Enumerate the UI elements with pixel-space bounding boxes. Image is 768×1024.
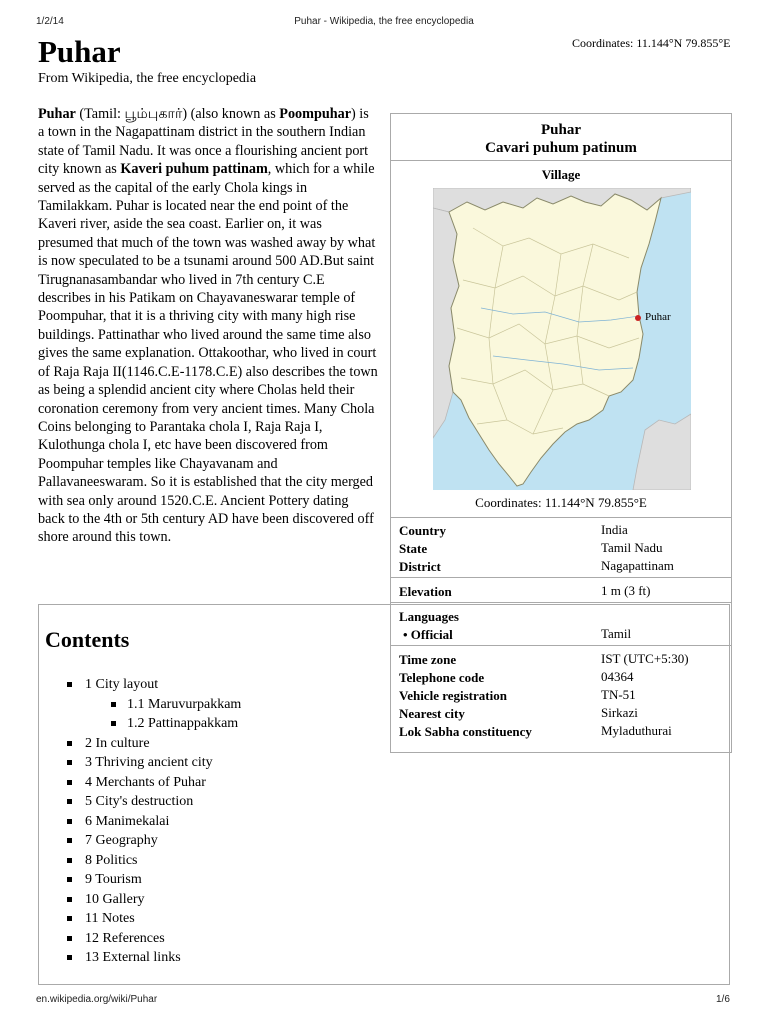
infobox-label-elevation: Elevation — [399, 584, 452, 599]
toc-item-label[interactable]: 13 External links — [85, 950, 181, 965]
window-title: Puhar - Wikipedia, the free encyclopedia — [294, 16, 474, 27]
bullet-icon — [67, 916, 72, 921]
print-date: 1/2/14 — [36, 16, 64, 27]
bullet-icon — [67, 858, 72, 863]
infobox-divider — [391, 517, 731, 518]
infobox-title — [391, 121, 731, 157]
contents-heading: Contents — [45, 627, 130, 652]
infobox-coordinates[interactable]: Coordinates: 11.144°N 79.855°E — [475, 495, 647, 510]
intro-text-1: (Tamil: பூம்புகார்) (also known as — [75, 106, 280, 122]
bullet-icon — [67, 936, 72, 941]
bold-term-kaveri: Kaveri puhum pattinam — [120, 161, 268, 178]
toc-item-label[interactable]: 3 Thriving ancient city — [85, 755, 213, 770]
map-marker-label: Puhar — [645, 311, 671, 323]
page-title: Puhar — [38, 34, 121, 69]
infobox-label-lok-sabha: Lok Sabha constituency — [399, 724, 532, 739]
intro-paragraph — [38, 105, 378, 547]
bullet-icon — [67, 838, 72, 843]
infobox-value-district[interactable]: Nagapattinam — [601, 558, 674, 573]
location-map[interactable] — [433, 188, 691, 490]
infobox-label-languages: Languages — [399, 609, 459, 624]
toc-item-label[interactable]: 8 Politics — [85, 852, 138, 868]
map-marker[interactable] — [635, 315, 641, 321]
infobox-label-country: Country — [399, 523, 446, 538]
infobox-alt-name: Cavari puhum patinum — [485, 140, 637, 156]
infobox-name: Puhar — [540, 122, 581, 138]
infobox-value-official[interactable]: Tamil — [601, 626, 632, 641]
bullet-icon — [67, 741, 72, 746]
infobox-label-official: • Official — [403, 627, 453, 642]
coordinates-link[interactable]: Coordinates: 11.144°N 79.855°E — [572, 36, 731, 50]
bullet-icon — [67, 955, 72, 960]
bold-term-puhar: Puhar — [38, 106, 76, 122]
infobox-label-district: District — [399, 559, 441, 574]
toc-item-label[interactable]: 6 Manimekalai — [85, 813, 170, 829]
bullet-icon — [111, 721, 116, 726]
infobox-label-vehicle: Vehicle registration — [399, 688, 507, 703]
bullet-icon — [111, 702, 116, 707]
toc-item-label[interactable]: 10 Gallery — [85, 891, 145, 907]
toc-item-label[interactable]: 1.2 Pattinappakkam — [127, 716, 239, 731]
bullet-icon — [67, 877, 72, 882]
bullet-icon — [67, 780, 72, 785]
infobox-value-timezone[interactable]: IST (UTC+5:30) — [601, 651, 689, 666]
bullet-icon — [67, 682, 72, 687]
infobox-value-nearest[interactable]: Sirkazi — [601, 705, 638, 720]
toc-item-label[interactable]: 7 Geography — [85, 833, 158, 848]
infobox-divider — [391, 602, 731, 603]
toc-item-label[interactable]: 9 Tourism — [85, 872, 142, 887]
page-subtitle: From Wikipedia, the free encyclopedia — [38, 71, 257, 86]
table-of-contents — [38, 604, 730, 985]
bold-term-poompuhar: Poompuhar — [279, 106, 352, 122]
infobox-value-lok-sabha[interactable]: Myladuthurai — [601, 723, 672, 738]
infobox-value-elevation: 1 m (3 ft) — [601, 583, 651, 598]
infobox-type: Village — [541, 167, 581, 182]
bullet-icon — [67, 897, 72, 902]
infobox-value-country[interactable]: India — [601, 522, 628, 537]
toc-item-label[interactable]: 1 City layout — [85, 677, 159, 692]
bullet-icon — [67, 760, 72, 765]
toc-item-label[interactable]: 1.1 Maruvurpakkam — [127, 696, 242, 712]
toc-item-label[interactable]: 4 Merchants of Puhar — [85, 774, 206, 790]
infobox-value-telephone: 04364 — [601, 669, 634, 684]
intro-text-2: ) is a town in the Nagapattinam district in the southern Indian state of Tamil Nadu. It was once a flourishing ancient port city known as — [38, 106, 369, 178]
footer-page-number: 1/6 — [716, 994, 730, 1005]
bullet-icon — [67, 819, 72, 824]
infobox-divider — [391, 577, 731, 578]
infobox-label-timezone: Time zone — [399, 652, 457, 667]
toc-item-label[interactable]: 11 Notes — [85, 911, 135, 926]
intro-text-3: , which for a while served as the capital of the early Chola kings in Tamilakkam. Puhar is located near the end point of the Kaveri river, aside the sea coast. Earlier on, it was presumed that much of the town was washed away by what is now speculated to be a tsunami around 500 AD.But saint Tirugnanasambandar who lived in 7th century C.E describes in his Patikam on Chayavaneswarar temple of Poompuhar, that it is a thriving city with many high rise buildings. Pattinathar who lived around the same time also gives the same explanation. Ottakoothar, who lived in court of Raja Raja II(1146.C.E-1178.C.E) also describes the town as being a splendid ancient city where Cholas held their coronation ceremony from very ancient times. Many Chola Coins belonging to Parantaka chola I, Raja Raja I, Kulothunga chola I, etc have been discovered from Poompuhar temples like Chayavanam and Pallavaneeswaram. So it is established that the city merged with sea only around 1520.C.E. Ancient Pottery dating back to the 4th or 5th century AD have been discovered off shore around this town. — [38, 161, 378, 546]
infobox-label-telephone: Telephone code — [399, 670, 485, 685]
infobox-label-state: State — [399, 541, 428, 556]
toc-item-label[interactable]: 5 City's destruction — [85, 794, 194, 809]
infobox-value-state[interactable]: Tamil Nadu — [601, 540, 663, 555]
infobox-divider — [391, 160, 731, 161]
infobox-value-vehicle: TN-51 — [601, 687, 636, 702]
footer-url: en.wikipedia.org/wiki/Puhar — [36, 994, 158, 1005]
toc-item-label[interactable]: 12 References — [85, 930, 165, 946]
bullet-icon — [67, 799, 72, 804]
infobox-label-nearest: Nearest city — [399, 706, 465, 721]
toc-item-label[interactable]: 2 In culture — [85, 735, 150, 751]
